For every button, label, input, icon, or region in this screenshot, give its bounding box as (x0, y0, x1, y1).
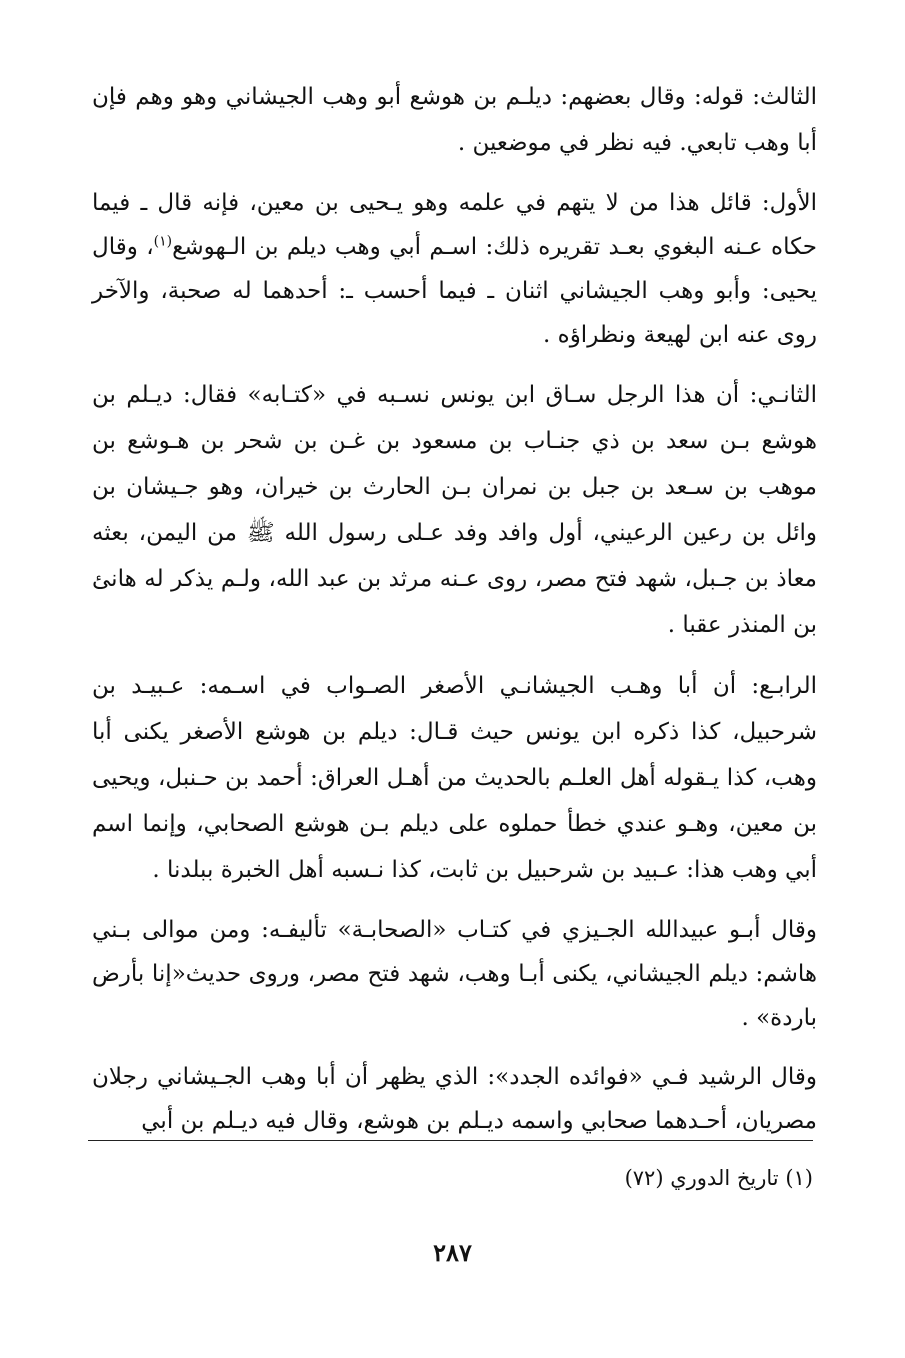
paragraph-third-point: الثالث: قوله: وقال بعضهم: ديلـم بن هوشع أبو وهب الجيشاني وهو وهم فإن أبا وهب تابعي. فيه نظر في موضعين . (92, 84, 817, 156)
footnote-reference-marker: (١) (153, 233, 173, 250)
paragraph-first-reason (92, 181, 817, 357)
footnote: (١) تاريخ الدوري (٧٢) (624, 1166, 813, 1190)
paragraph-first-reason-text: الأول: قائل هذا من لا يتهم في علمه وهو يـحيى بن معين، فإنه قال ـ فيما حكاه عـنه البغوي بعـد تقريره ذلك: اسـم أبي وهب ديلم بن الـهوشع (92, 190, 818, 260)
paragraph-second-reason: الثانـي: أن هذا الرجل سـاق ابن يونس نسـبه في «كتـابه» فقال: ديـلم بن هوشع بـن سعد بن ذي جنـاب بن مسعود بن غـن بن شحر بن هـوشع بن موهب بن سـعد بن جبل بن نمران بـن الحارث بن خيران، وهو جـيشان بن وائل بن رعين الرعيني، أول وافد وفد عـلى رسول الله ﷺ من اليمن، بعثه معاذ بن جـبل، شهد فتح مصر، روى عـنه مرثد بن عبد الله، ولـم يذكر له هانئ بن المنذر عقبا . (92, 382, 817, 638)
paragraph-rashid-quote: وقال الرشيد فـي «فوائده الجدد»: الذي يظهر أن أبا وهب الجـيشاني رجلان مصريان، أحـدهما صحابي واسمه ديـلم بن هوشع، وقال فيه ديـلم بن أبي (92, 1064, 817, 1134)
page-number: ٢٨٧ (433, 1238, 472, 1267)
footnote-separator (88, 1140, 813, 1141)
paragraph-fourth-point: الرابـع: أن أبا وهـب الجيشانـي الأصغر الصـواب في اسـمه: عـبيـد بن شرحبيل، كذا ذكره ابن يونس حيث قـال: ديلم بن هوشع الأصغر يكنى أبا وهب، كذا يـقوله أهل العلـم بالحديث من أهـل العراق: أحمد بن حـنبل، ويحيى بن معين، وهـو عندي خطأ حملوه على ديلم بـن هوشع الصحابي، وإنما اسم أبي وهب هذا: عـبيد بن شرحبيل بن ثابت، كذا نـسبه أهل الخبرة ببلدنا . (92, 673, 817, 883)
body-text (92, 74, 817, 1158)
paragraph-jizi-quote: وقال أبـو عبيدالله الجـيزي في كتـاب «الصحابـة» تأليفـه: ومن موالى بـني هاشم: ديلم الجيشاني، يكنى أبـا وهب، شهد فتح مصر، وروى حديث«إنا بأرض باردة» . (92, 917, 817, 1031)
paragraph-first-reason-continuation: ، وقال يحيى: وأبو وهب الجيشاني اثنان ـ فيما أحسب ـ: أحدهما له صحبة، والآخر روى عنه ابن لهيعة ونظراؤه . (92, 234, 817, 348)
